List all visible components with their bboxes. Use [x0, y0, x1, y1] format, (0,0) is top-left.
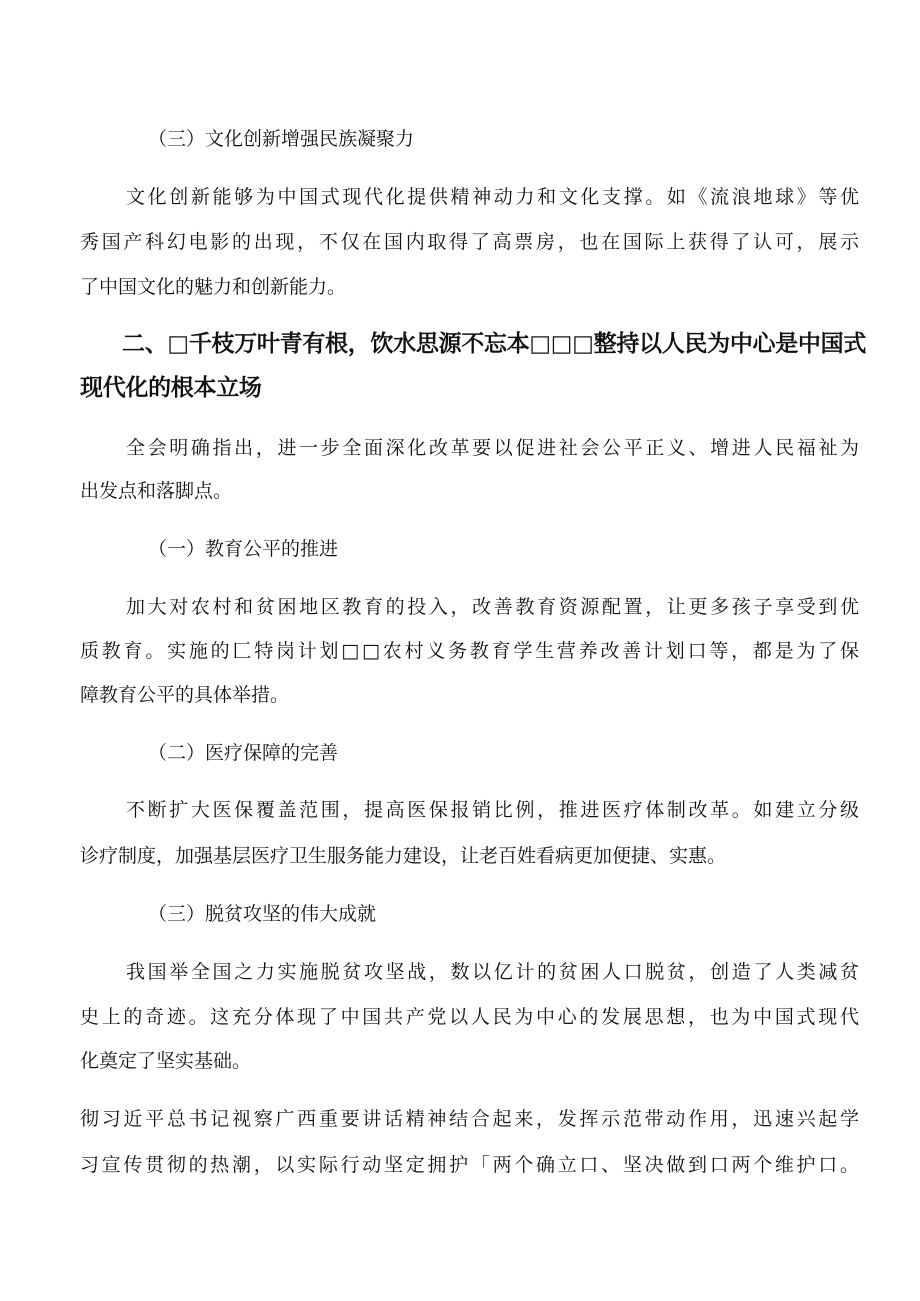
- subheading-culture-innovation: （三）文化创新增强民族凝聚力: [148, 128, 415, 150]
- paragraph-line: 化奠定了坚实基础。: [80, 1050, 252, 1072]
- paragraph-line: 加大对农村和贫困地区教育的投入，改善教育资源配置，让更多孩子享受到优: [126, 596, 859, 618]
- paragraph-line: 秀国产科幻电影的出现，不仅在国内取得了高票房，也在国际上获得了认可，展示: [80, 231, 859, 253]
- paragraph-line: 障教育公平的具体举措。: [80, 684, 290, 706]
- section-heading-line-2: 现代化的根本立场: [80, 375, 262, 401]
- paragraph-line: 出发点和落脚点。: [80, 480, 233, 502]
- paragraph-line: 史上的奇迹。这充分体现了中国共产党以人民为中心的发展思想，也为中国式现代: [80, 1006, 859, 1028]
- paragraph-line: 习宣传贯彻的热潮，以实际行动坚定拥护「两个确立口、坚决做到口两个维护口。: [80, 1154, 859, 1176]
- subheading-healthcare: （二）医疗保障的完善: [148, 742, 339, 764]
- paragraph-line: 质教育。实施的匚特岗计划□□农村义务教育学生营养改善计划口等，都是为了保: [80, 640, 859, 662]
- paragraph-line: 诊疗制度，加强基层医疗卫生服务能力建设，让老百姓看病更加便捷、实惠。: [80, 845, 727, 867]
- subheading-education: （一）教育公平的推进: [148, 538, 339, 560]
- paragraph-line: 我国举全国之力实施脱贫攻坚战，数以亿计的贫困人口脱贫，创造了人类减贫: [126, 961, 859, 983]
- paragraph-line: 文化创新能够为中国式现代化提供精神动力和文化支撑。如《流浪地球》等优: [126, 186, 859, 208]
- paragraph-line: 不断扩大医保覆盖范围，提高医保报销比例，推进医疗体制改革。如建立分级: [126, 799, 859, 821]
- section-heading-line-1: 二、□千枝万叶青有根，饮水思源不忘本□□□整持以人民为中心是中国式: [122, 331, 867, 357]
- paragraph-line: 了中国文化的魅力和创新能力。: [80, 276, 347, 298]
- subheading-poverty-alleviation: （三）脱贫攻坚的伟大成就: [148, 903, 377, 925]
- paragraph-line: 全会明确指出，进一步全面深化改革要以促进社会公平正义、增进人民福祉为: [126, 437, 859, 459]
- paragraph-line: 彻习近平总书记视察广西重要讲话精神结合起来，发挥示范带动作用，迅速兴起学: [80, 1108, 859, 1130]
